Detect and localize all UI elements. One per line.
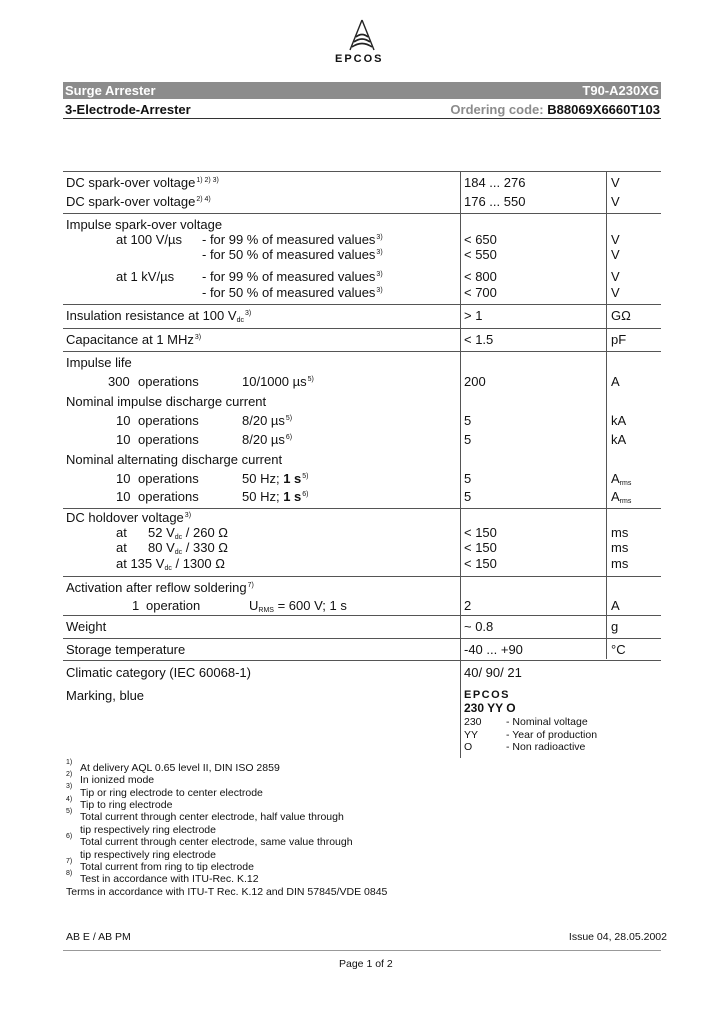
part-number: T90-A230XG [582, 83, 659, 98]
activation-label: Activation after reflow soldering$^{7)}$ [66, 580, 254, 595]
holdover-value: < 150 [464, 556, 497, 571]
holdover-unit: ms [611, 556, 629, 571]
impulse-condition: - for 99 % of measured values$^{3)}$ [202, 232, 383, 247]
impulse-unit: V [611, 269, 620, 284]
nominal-ac-count: 10 [116, 489, 131, 504]
activation-ops: operation [146, 598, 201, 613]
footnote-text: Test in accordance with ITU-Rec. K.12 [80, 873, 259, 885]
impulse-unit: V [611, 232, 620, 247]
impulse-rate: at 1 kV/µs [116, 269, 175, 284]
marking-logo: EPCOS [464, 689, 511, 701]
footnote-number: 7) [66, 858, 73, 865]
capacitance-unit: pF [611, 332, 627, 347]
storage-value: -40 ... +90 [464, 642, 523, 657]
dc-spark-label: DC spark-over voltage$^{1) 2) 3)}$ [66, 175, 219, 190]
insulation-unit: GΩ [611, 308, 631, 323]
insulation-label: Insulation resistance at 100 $V_{dc}^{3)}$ [66, 308, 252, 324]
activation-unit: A [611, 598, 620, 613]
row-divider [63, 638, 661, 639]
holdover-condition: 52 $V_{dc} / 260$ Ω [148, 525, 229, 541]
climatic-label: Climatic category (IEC 60068-1) [66, 665, 251, 680]
row-divider [63, 351, 661, 352]
footnote-text: Tip or ring electrode to center electrode [80, 787, 263, 799]
nominal-impulse-cond: 8/20 µs$^{6)}$ [242, 432, 293, 447]
footnote-text: tip respectively ring electrode [80, 849, 216, 861]
weight-unit: g [611, 619, 619, 634]
dc-spark-value: 176 ... 550 [464, 194, 526, 209]
activation-value: 2 [464, 598, 472, 613]
dc-spark-unit: V [611, 194, 620, 209]
holdover-value: < 150 [464, 540, 497, 555]
marking-legend-key: YY [464, 729, 479, 741]
footer-department: AB E / AB PM [66, 931, 131, 943]
subtitle: 3-Electrode-Arrester [65, 102, 191, 117]
row-divider [63, 213, 661, 214]
footer-issue: Issue 04, 28.05.2002 [568, 931, 667, 943]
marking-legend-key: O [464, 741, 473, 753]
footnote-number: 8) [66, 870, 73, 877]
nominal-impulse-ops: operations [138, 413, 199, 428]
nominal-impulse-ops: operations [138, 432, 199, 447]
column-divider [460, 171, 461, 758]
footnote-number: 6) [66, 833, 73, 840]
nominal-ac-value: 5 [464, 471, 472, 486]
impulse-condition: - for 99 % of measured values$^{3)}$ [202, 269, 383, 284]
nominal-ac-unit: $A_{rms}$ [611, 471, 632, 487]
marking-label: Marking, blue [66, 688, 145, 703]
nominal-impulse-unit: kA [611, 413, 627, 428]
nominal-ac-count: 10 [116, 471, 131, 486]
impulse-life-value: 200 [464, 374, 486, 389]
capacitance-label: Capacitance at 1 MHz$^{3)}$ [66, 332, 202, 347]
row-divider [63, 304, 661, 305]
nominal-ac-label: Nominal alternating discharge current [66, 452, 283, 467]
nominal-impulse-cond: 8/20 µs$^{5)}$ [242, 413, 293, 428]
impulse-spark-label: Impulse spark-over voltage [66, 217, 223, 232]
row-divider [63, 615, 661, 616]
storage-unit: °C [611, 642, 626, 657]
footnote-number: 2) [66, 771, 73, 778]
product-type: Surge Arrester [65, 83, 156, 98]
weight-value: ~ 0.8 [464, 619, 494, 634]
footnote-number: 1) [66, 759, 73, 766]
impulse-value: < 700 [464, 285, 497, 300]
nominal-impulse-label: Nominal impulse discharge current [66, 394, 267, 409]
insulation-value: > 1 [464, 308, 483, 323]
marking-legend-desc: - Non radioactive [506, 741, 586, 753]
impulse-life-unit: A [611, 374, 620, 389]
holdover-value: < 150 [464, 525, 497, 540]
activation-cond: $U_{RMS} = 600$ V; 1 s [249, 598, 347, 614]
column-divider [606, 171, 607, 659]
holdover-unit: ms [611, 540, 629, 555]
marking-legend-desc: - Nominal voltage [506, 716, 588, 728]
nominal-ac-unit: $A_{rms}$ [611, 489, 632, 505]
impulse-rate: at 100 V/µs [116, 232, 183, 247]
impulse-condition: - for 50 % of measured values$^{3)}$ [202, 247, 383, 262]
marking-legend-desc: - Year of production [506, 729, 598, 741]
footnote-number: 5) [66, 808, 73, 815]
footnote-number: 4) [66, 796, 73, 803]
footnote-text: At delivery AQL 0.65 level II, DIN ISO 2859 [80, 762, 280, 774]
marking-code: 230 YY O [464, 701, 516, 715]
impulse-life-ops: operations [138, 374, 199, 389]
row-divider [63, 171, 661, 172]
dc-holdover-label: DC holdover voltage$^{3)}$ [66, 510, 192, 525]
marking-legend-key: 230 [464, 716, 482, 728]
nominal-impulse-value: 5 [464, 432, 472, 447]
holdover-at: at [116, 525, 127, 540]
footer-divider [63, 950, 661, 951]
nominal-impulse-unit: kA [611, 432, 627, 447]
dc-spark-value: 184 ... 276 [464, 175, 526, 190]
row-divider [63, 328, 661, 329]
logo-text: EPCOS [335, 53, 384, 65]
nominal-impulse-count: 10 [116, 432, 131, 447]
holdover-unit: ms [611, 525, 629, 540]
impulse-condition: - for 50 % of measured values$^{3)}$ [202, 285, 383, 300]
footnote-text: Total current through center electrode, same value through [80, 836, 353, 848]
impulse-unit: V [611, 247, 620, 262]
footnote-text: Total current from ring to tip electrode [80, 861, 254, 873]
nominal-ac-cond: 50 Hz; 1 $s^{5)}$ [242, 471, 309, 486]
weight-label: Weight [66, 619, 107, 634]
footnote-text: In ionized mode [80, 774, 155, 786]
page-number: Page 1 of 2 [339, 958, 393, 970]
footnote-number: 3) [66, 783, 73, 790]
impulse-life-count: 300 [108, 374, 130, 389]
nominal-ac-cond: 50 Hz; 1 $s^{6)}$ [242, 489, 309, 504]
holdover-condition: at 135 $V_{dc} / 1300$ Ω [116, 556, 225, 572]
nominal-impulse-value: 5 [464, 413, 472, 428]
impulse-value: < 650 [464, 232, 497, 247]
impulse-unit: V [611, 285, 620, 300]
holdover-at: at [116, 540, 127, 555]
nominal-impulse-count: 10 [116, 413, 131, 428]
terms-note: Terms in accordance with ITU-T Rec. K.12 and DIN 57845/VDE 0845 [66, 886, 388, 898]
row-divider [63, 576, 661, 577]
footnote-text: Total current through center electrode, half value through [80, 811, 344, 823]
nominal-ac-ops: operations [138, 471, 199, 486]
impulse-value: < 800 [464, 269, 497, 284]
climatic-value: 40/ 90/ 21 [464, 665, 522, 680]
nominal-ac-ops: operations [138, 489, 199, 504]
activation-count: 1 [132, 598, 140, 613]
impulse-value: < 550 [464, 247, 497, 262]
nominal-ac-value: 5 [464, 489, 472, 504]
storage-label: Storage temperature [66, 642, 186, 657]
footnote-text: Tip to ring electrode [80, 799, 173, 811]
title-bar [63, 82, 661, 99]
ordering-code: Ordering code: B88069X6660T103 [450, 102, 660, 117]
dc-spark-unit: V [611, 175, 620, 190]
row-divider [63, 508, 661, 509]
holdover-condition: 80 $V_{dc} / 330$ Ω [148, 540, 229, 556]
footnote-text: tip respectively ring electrode [80, 824, 216, 836]
title-underline [63, 118, 661, 119]
dc-spark-label: DC spark-over voltage$^{2) 4)}$ [66, 194, 211, 209]
impulse-life-cond: 10/1000 µs$^{5)}$ [242, 374, 314, 389]
row-divider [63, 660, 661, 661]
epcos-triangle-icon [340, 16, 384, 54]
impulse-life-label: Impulse life [66, 355, 132, 370]
capacitance-value: < 1.5 [464, 332, 494, 347]
